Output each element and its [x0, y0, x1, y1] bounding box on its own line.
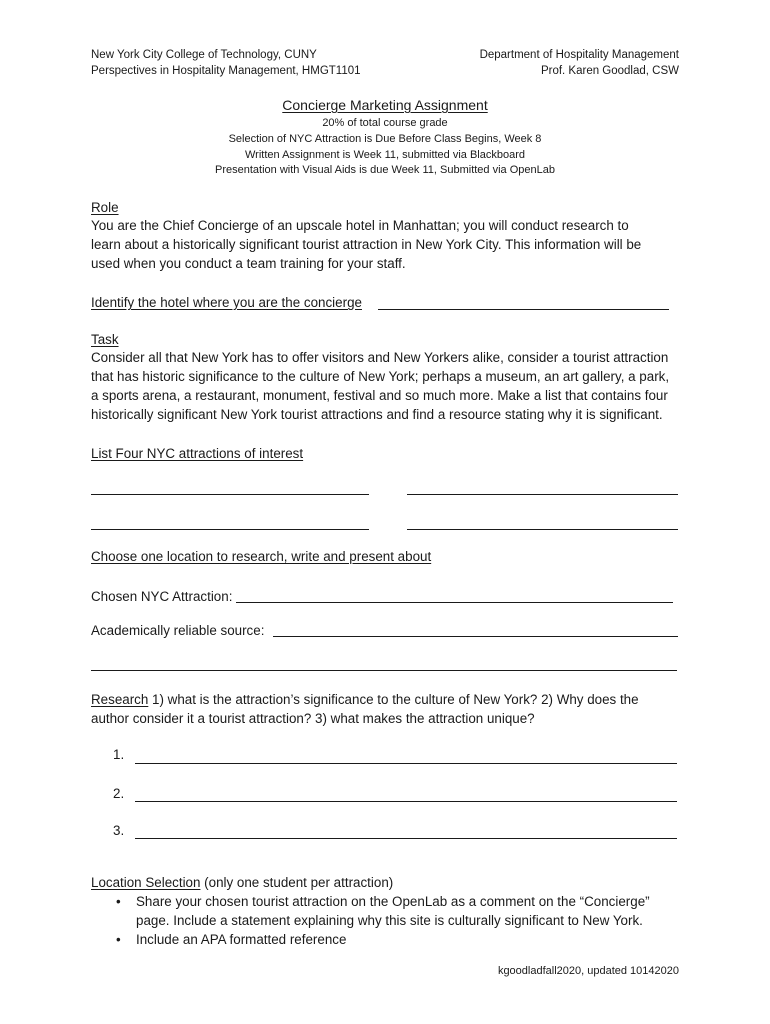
- task-text-line2: that has historic significance to the culture of New York; perhaps a museum, an art gallery, a park,: [91, 369, 670, 384]
- hotel-name-field[interactable]: [378, 309, 669, 310]
- chosen-attraction-label: Chosen NYC Attraction:: [91, 589, 233, 604]
- list-four-label: List Four NYC attractions of interest: [91, 446, 304, 461]
- header-right-line2: Prof. Karen Goodlad, CSW: [540, 65, 679, 77]
- role-text-line1: You are the Chief Concierge of an upscale hotel in Manhattan; you will conduct research to: [91, 218, 629, 233]
- list-item: [91, 930, 650, 949]
- header-left-line1: New York City College of Technology, CUNY: [91, 49, 317, 61]
- role-text-line2: learn about a historically significant tourist attraction in New York City. This information will be: [91, 237, 642, 252]
- attraction-field-2[interactable]: [407, 494, 678, 495]
- research-answer-1-field[interactable]: [135, 763, 677, 764]
- research-heading: Research: [91, 692, 149, 707]
- task-text-line3: a sports arena, a restaurant, monument, festival and so much more. Make a list that contains four: [91, 388, 668, 403]
- choose-location-label: Choose one location to research, write and present about: [91, 549, 432, 564]
- attraction-field-3[interactable]: [91, 529, 369, 530]
- location-selection-line: [91, 873, 393, 892]
- research-answer-2-field[interactable]: [135, 801, 677, 802]
- reliable-source-field[interactable]: [273, 636, 678, 637]
- header-right-line1: Department of Hospitality Management: [479, 49, 679, 61]
- subtitle-written-due: Written Assignment is Week 11, submitted via Blackboard: [244, 149, 526, 161]
- attraction-field-4[interactable]: [407, 529, 678, 530]
- research-item-3-number: 3.: [113, 823, 125, 838]
- chosen-attraction-field[interactable]: [236, 602, 673, 603]
- reliable-source-label: Academically reliable source:: [91, 623, 265, 638]
- attraction-field-1[interactable]: [91, 494, 369, 495]
- bullet-1-line1: Share your chosen tourist attraction on the OpenLab as a comment on the “Concierge”: [136, 894, 650, 909]
- bullet-1-line2: page. Include a statement explaining why this site is culturally significant to New York.: [136, 913, 643, 928]
- page-title: Concierge Marketing Assignment: [282, 97, 488, 113]
- task-heading: Task: [91, 332, 119, 347]
- subtitle-presentation-due: Presentation with Visual Aids is due Week 11, Submitted via OpenLab: [215, 164, 555, 176]
- header-left-line2: Perspectives in Hospitality Management, HMGT1101: [91, 65, 361, 77]
- subtitle-grade: 20% of total course grade: [322, 117, 448, 129]
- research-answer-3-field[interactable]: [135, 838, 677, 839]
- task-text-line1: Consider all that New York has to offer visitors and New Yorkers alike, consider a tourist attraction: [91, 350, 669, 365]
- subtitle-selection-due: Selection of NYC Attraction is Due Before Class Begins, Week 8: [228, 133, 542, 145]
- research-text-line2: author consider it a tourist attraction? 3) what makes the attraction unique?: [91, 711, 535, 726]
- location-selection-note: (only one student per attraction): [200, 875, 394, 890]
- research-item-2-number: 2.: [113, 786, 125, 801]
- bullet-2: Include an APA formatted reference: [136, 932, 347, 947]
- location-selection-list: [91, 892, 650, 949]
- role-text-line3: used when you conduct a team training for your staff.: [91, 256, 406, 271]
- list-item: [91, 892, 650, 930]
- reliable-source-field-continued[interactable]: [91, 670, 677, 671]
- task-text-line4: historically significant New York tourist attractions and find a resource stating why it is significant.: [91, 407, 663, 422]
- identify-hotel-label: Identify the hotel where you are the concierge: [91, 295, 362, 310]
- research-item-1-number: 1.: [113, 747, 125, 762]
- research-questions: 1) what is the attraction’s significance to the culture of New York? 2) Why does the: [148, 692, 639, 707]
- role-heading: Role: [91, 200, 119, 215]
- location-selection-heading: Location Selection: [91, 875, 201, 890]
- research-text-line1: [91, 690, 639, 709]
- footer-text: kgoodladfall2020, updated 10142020: [497, 965, 679, 977]
